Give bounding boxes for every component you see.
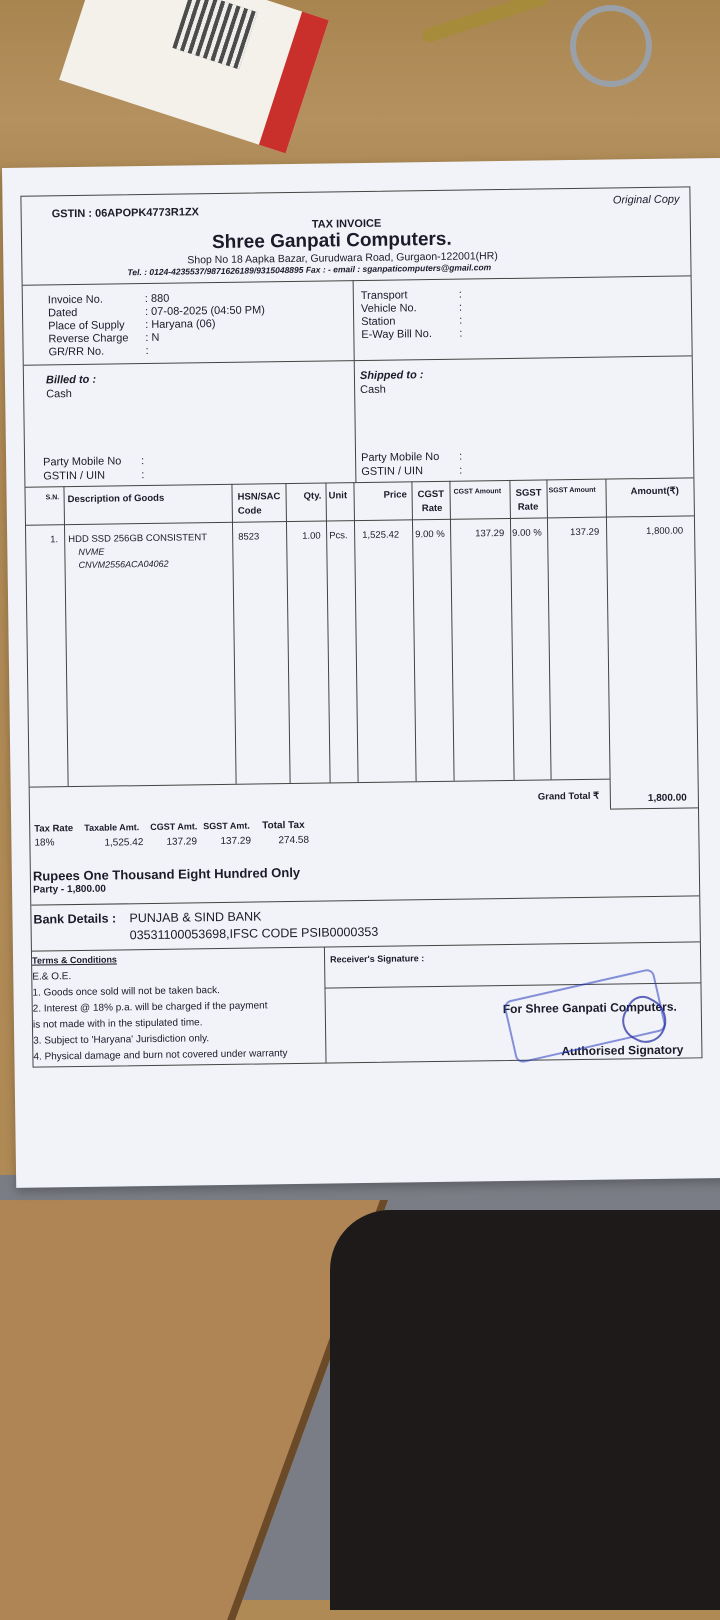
col-unit: Unit <box>328 490 348 502</box>
cgst-amt: 137.29 <box>166 836 198 848</box>
gstin: GSTIN : 06APOPK4773R1ZX <box>51 206 200 221</box>
col-sgst-amount: SGST Amount <box>548 486 596 495</box>
bank-account: 03531100053698,IFSC CODE PSIB0000353 <box>129 924 379 943</box>
item-price: 1,525.42 <box>362 529 400 542</box>
value-dated: : 07-08-2025 (04:50 PM) <box>144 304 265 319</box>
item-hsn: 8523 <box>238 531 260 543</box>
item-desc-2: NVME <box>78 546 105 557</box>
taxable-amt-header: Taxable Amt. <box>84 822 140 833</box>
value-station: : <box>459 314 463 327</box>
col-qty: Qty. <box>303 490 322 502</box>
cgst-amt-header: CGST Amt. <box>150 821 198 832</box>
col-sgst-rate: Rate <box>517 501 539 513</box>
shipped-to-label: Shipped to : <box>359 369 424 383</box>
list-item: 4. Physical damage and burn not covered under warranty <box>33 1048 288 1063</box>
billed-to-name: Cash <box>46 388 72 401</box>
total-tax-header: Total Tax <box>262 819 305 832</box>
billed-party-mobile-colon: : <box>141 455 145 468</box>
label-vehicle: Vehicle No. <box>360 302 417 316</box>
billed-gstin-label: GSTIN / UIN <box>43 469 106 483</box>
key-ring <box>570 5 652 87</box>
label-reverse: Reverse Charge <box>48 332 129 346</box>
col-description: Description of Goods <box>67 492 165 506</box>
shadow <box>330 1210 720 1610</box>
list-item: 3. Subject to 'Haryana' Jurisdiction only. <box>33 1033 210 1047</box>
value-invoice-no: : 880 <box>144 292 170 306</box>
label-invoice-no: Invoice No. <box>47 293 103 307</box>
col-amount: Amount(₹) <box>630 485 679 498</box>
label-transport: Transport <box>360 289 408 303</box>
value-grrr: : <box>145 344 149 358</box>
tax-rate-header: Tax Rate <box>34 823 74 835</box>
total-tax: 274.58 <box>278 834 310 847</box>
sgst-amt-header: SGST Amt. <box>203 820 250 832</box>
tax-rate: 18% <box>34 837 55 849</box>
company-address: Shop No 18 Aapka Bazar, Gurudwara Road, Gurgaon-122001(HR) <box>187 250 498 267</box>
receiver-signature-label: Receiver's Signature : <box>330 953 425 965</box>
taxable-amt: 1,525.42 <box>104 837 144 849</box>
shipped-gstin-colon: : <box>459 464 463 477</box>
sgst-amt: 137.29 <box>220 835 252 848</box>
party-line: Party - 1,800.00 <box>33 883 106 896</box>
company-name: Shree Ganpati Computers. <box>211 228 452 254</box>
col-sgst: SGST <box>515 487 542 499</box>
list-item: is not made with in the stipulated time. <box>32 1017 203 1031</box>
col-sn: S.N. <box>45 494 60 502</box>
item-sn: 1. <box>50 534 59 546</box>
label-eway: E-Way Bill No. <box>361 328 432 341</box>
billed-to-label: Billed to : <box>45 373 97 387</box>
item-sgst-rate: 9.00 % <box>512 527 542 539</box>
shipped-gstin-label: GSTIN / UIN <box>361 465 424 479</box>
list-item: 1. Goods once sold will not be taken back. <box>32 985 220 999</box>
amount-in-words: Rupees One Thousand Eight Hundred Only <box>32 864 301 884</box>
for-company: For Shree Ganpati Computers. <box>502 999 677 1017</box>
authorised-signatory: Authorised Signatory <box>561 1042 684 1059</box>
list-item: 2. Interest @ 18% p.a. will be charged if the payment <box>32 1000 268 1015</box>
col-hsn-code: Code <box>237 505 262 517</box>
billed-party-mobile-label: Party Mobile No <box>43 455 122 469</box>
invoice-frame <box>20 186 702 1067</box>
item-amount: 1,800.00 <box>646 525 684 538</box>
label-dated: Dated <box>47 306 78 320</box>
shipped-party-mobile-label: Party Mobile No <box>361 450 440 465</box>
col-cgst: CGST <box>417 488 445 501</box>
col-price: Price <box>383 489 407 501</box>
shipped-party-mobile-colon: : <box>458 450 463 463</box>
col-cgst-amount: CGST Amount <box>453 488 502 496</box>
item-sgst-amount: 137.29 <box>570 526 600 539</box>
list-item: E.& O.E. <box>32 971 72 983</box>
value-place: : Haryana (06) <box>145 318 216 332</box>
grand-total-label: Grand Total ₹ <box>537 790 600 803</box>
grand-total: 1,800.00 <box>647 792 687 805</box>
value-reverse: : N <box>145 331 160 345</box>
terms-title: Terms & Conditions <box>32 954 117 966</box>
label-place: Place of Supply <box>48 319 125 333</box>
value-eway: : <box>459 327 463 340</box>
item-qty: 1.00 <box>302 530 321 542</box>
billed-gstin-colon: : <box>141 469 145 482</box>
shipped-to-name: Cash <box>360 383 386 397</box>
doc-title: TAX INVOICE <box>311 217 382 231</box>
value-transport: : <box>458 288 462 301</box>
label-grrr: GR/RR No. <box>48 345 105 359</box>
company-contact: Tel. : 0124-4235537/9871626189/9315048895 Fax : - email : sganpaticomputers@gmail.com <box>127 262 492 278</box>
item-desc: HDD SSD 256GB CONSISTENT <box>68 532 208 546</box>
item-cgst-rate: 9.00 % <box>415 528 445 541</box>
item-cgst-amount: 137.29 <box>475 528 505 540</box>
bank-label: Bank Details : <box>33 911 117 927</box>
value-vehicle: : <box>458 301 463 314</box>
col-hsn: HSN/SAC <box>237 491 281 503</box>
label-station: Station <box>361 315 396 328</box>
item-serial: CNVM2556ACA04062 <box>78 558 169 570</box>
invoice-paper <box>2 158 720 1188</box>
bank-name: PUNJAB & SIND BANK <box>129 909 262 926</box>
copy-label: Original Copy <box>612 193 680 207</box>
item-unit: Pcs. <box>329 530 348 542</box>
col-cgst-rate: Rate <box>421 502 443 515</box>
